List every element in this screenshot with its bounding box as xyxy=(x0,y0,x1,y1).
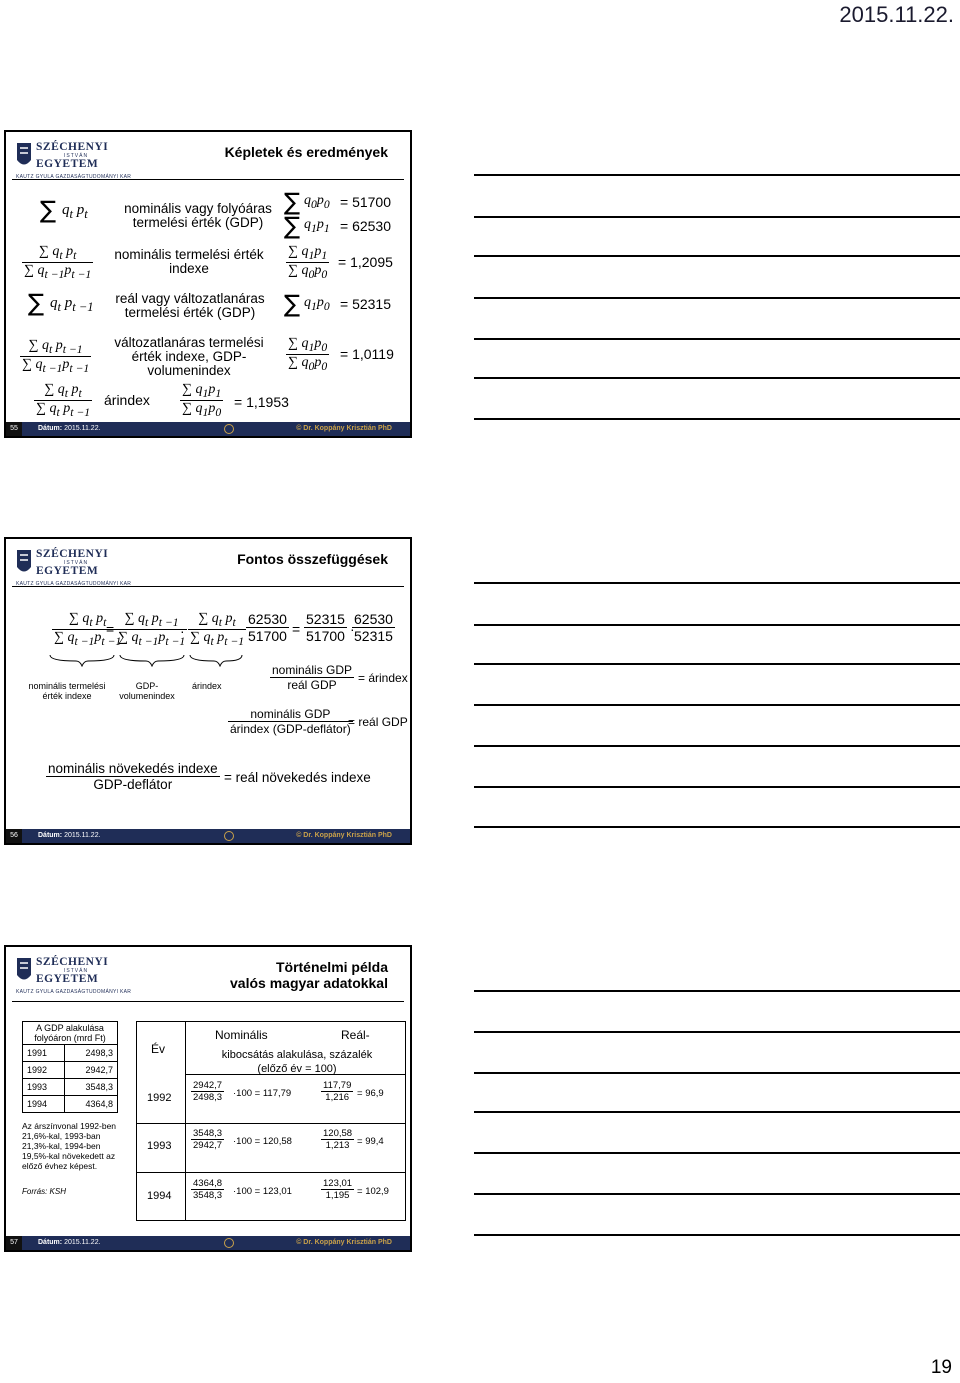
numeric-a: $\frac{62530}{51700}$ xyxy=(248,611,287,644)
source-note: Forrás: KSH xyxy=(22,1187,67,1196)
logo-line1: SZÉCHENYI xyxy=(36,548,109,560)
eq2-result: = reál GDP xyxy=(348,715,408,729)
price-level-note: Az árszínvonal 1992-ben 21,6%-kal, 1993-ban 21,3%-kal, 1994-ben 19,5%-kal növekedett az előző évhez képest. xyxy=(22,1121,117,1171)
numeric-dot: · xyxy=(350,621,355,637)
table-row: 1993 3548,3 xyxy=(23,1079,118,1096)
price-index-value: = 1,1953 xyxy=(234,394,289,410)
desc-price-index: árindex xyxy=(104,392,150,408)
logo-line3: EGYETEM xyxy=(36,158,99,170)
gdp-table-caption: A GDP alakulása folyóáron (mrd Ft) xyxy=(23,1022,118,1045)
footer-circle-icon xyxy=(224,1238,234,1248)
title-divider xyxy=(12,179,404,180)
logo-line4: KAUTZ GYULA GAZDASÁGTUDOMÁNYI KAR xyxy=(16,989,132,995)
result-volume-index-frac: $\frac{\sum q_1p_0}{\sum q_0p_0}$ xyxy=(288,336,328,373)
logo-line4: KAUTZ GYULA GAZDASÁGTUDOMÁNYI KAR xyxy=(16,174,132,180)
gdp-table xyxy=(22,1021,118,1113)
table-row: 1994 4364,8 xyxy=(23,1096,118,1113)
numeric-b: $\frac{52315}{51700}$ xyxy=(306,611,345,644)
logo-line2: ISTVÁN xyxy=(64,560,89,566)
title-line1: Történelmi példa xyxy=(275,959,388,975)
formula-price-index: $\frac{\sum q_t p_t}{\sum q_t p_{t -1}}$ xyxy=(36,382,91,419)
logo-line2: ISTVÁN xyxy=(64,153,89,159)
formula-nominal-index: $\frac{\sum q_t p_t}{\sum q_{t -1}p_{t -1}}$ xyxy=(24,244,92,281)
price-index-calc: $\frac{\sum q_1p_1}{\sum q_1p_0}$ xyxy=(182,382,222,419)
col-nominal-header: Nominális xyxy=(215,1028,268,1042)
title-divider xyxy=(12,1001,404,1002)
eq1-fraction: nominális GDP reál GDP xyxy=(272,663,353,692)
slide-number: 57 xyxy=(6,1236,22,1250)
numeric-c: $\frac{62530}{52315}$ xyxy=(354,611,393,644)
slide-title xyxy=(230,959,388,991)
title-divider xyxy=(12,586,404,587)
logo-line2: ISTVÁN xyxy=(64,968,89,974)
page-number: 19 xyxy=(930,1357,952,1378)
label-price-index: árindex xyxy=(192,681,222,691)
footer-date: Dátum: 2015.11.22. xyxy=(38,832,101,839)
footer-copyright: © Dr. Koppány Krisztián PhD xyxy=(296,832,392,839)
slide-footer xyxy=(6,422,410,436)
underbraces xyxy=(46,653,246,667)
title-line2: valós magyar adatokkal xyxy=(230,975,388,991)
footer-copyright: © Dr. Koppány Krisztián PhD xyxy=(296,1239,392,1246)
calc-table: Év Nominális Reál- kibocsátás alakulása, százalék (előző év = 100) 1992 $\frac{2942,7}{2498,3}$ ·100 = 117,79 $\frac{117,79}{1,216}$ = 96,9 1993 $\frac{3548,3}{2942,7}$ ·100 = 120,58 $\frac{120,58}{1,213}$ = 99,4 1994 $\frac{4364,8}{3548,3}$ ·100 = 123,01 $\frac{123,01}{1,195}$ = 102,9 xyxy=(136,1021,406,1221)
slide-title: Fontos összefüggések xyxy=(237,551,388,567)
eq3-result: = reál növekedés indexe xyxy=(224,770,371,785)
footer-circle-icon xyxy=(224,831,234,841)
identity-dot: · xyxy=(180,623,185,639)
university-logo xyxy=(16,955,134,1001)
identity-equals: = xyxy=(106,621,115,637)
slide-57 xyxy=(4,945,412,1252)
subheader: kibocsátás alakulása, százalék (előző év = 100) xyxy=(221,1049,373,1075)
table-row: 1992 2942,7 xyxy=(23,1062,118,1079)
desc-volume-index: változatlanáras termelési érték indexe, GDP-volumenindex xyxy=(114,335,264,378)
logo-line3: EGYETEM xyxy=(36,973,99,985)
slide-56 xyxy=(4,537,412,845)
university-crest-icon xyxy=(16,142,32,170)
footer-date: Dátum: 2015.11.22. xyxy=(38,1239,101,1246)
slide-number: 55 xyxy=(6,422,22,436)
table-row: 1991 2498,3 xyxy=(23,1045,118,1062)
desc-nominal-index: nominális termelési érték indexe xyxy=(114,247,264,276)
logo-line4: KAUTZ GYULA GAZDASÁGTUDOMÁNYI KAR xyxy=(16,581,132,587)
logo-line1: SZÉCHENYI xyxy=(36,141,109,153)
identity-volume-index: $\frac{\sum q_t p_{t -1}}{\sum q_{t -1}p_{t -1}}$ xyxy=(118,611,186,648)
eq3-fraction: nominális növekedés indexe GDP-deflátor xyxy=(48,761,218,792)
slide-footer xyxy=(6,1236,410,1250)
desc-real-gdp: reál vagy változatlanáras termelési érték (GDP) xyxy=(115,291,265,320)
slide-number: 56 xyxy=(6,829,22,843)
eq1-result: = árindex xyxy=(358,671,408,685)
footer-circle-icon xyxy=(224,424,234,434)
result-nominal-index-frac: $\frac{\sum q_1p_1}{\sum q_0p_0}$ xyxy=(288,244,328,281)
label-nominal-index: nominális termelési érték indexe xyxy=(28,681,106,701)
numeric-equals: = xyxy=(292,621,301,637)
logo-line3: EGYETEM xyxy=(36,565,99,577)
label-volume-index: GDP-volumenindex xyxy=(119,681,175,701)
result-volume-index: = 1,0119 xyxy=(340,346,394,362)
result-nominal-index: = 1,2095 xyxy=(338,254,393,270)
col-year-header: Év xyxy=(151,1042,166,1056)
footer-date: Dátum: 2015.11.22. xyxy=(38,425,101,432)
identity-nominal-index: $\frac{\sum q_t p_t}{\sum q_{t -1}p_{t -1}}$ xyxy=(54,611,122,648)
university-crest-icon xyxy=(16,549,32,577)
footer-copyright: © Dr. Koppány Krisztián PhD xyxy=(296,425,392,432)
slide-title: Képletek és eredmények xyxy=(224,144,388,160)
logo-line1: SZÉCHENYI xyxy=(36,956,109,968)
university-crest-icon xyxy=(16,957,32,985)
eq2-fraction: nominális GDP árindex (GDP-deflátor) xyxy=(230,707,351,736)
col-real-header: Reál- xyxy=(341,1028,370,1042)
header-date: 2015.11.22. xyxy=(839,2,954,27)
identity-price-index: $\frac{\sum q_t p_t}{\sum q_t p_{t -1}}$ xyxy=(190,611,245,648)
slide-footer xyxy=(6,829,410,843)
slide-55: SZÉCHENYI ISTVÁN EGYETEM KAUTZ GYULA GAZDASÁGTUDOMÁNYI KAR Képletek és eredmények ∑ $q_t$ $p_t$ nominális vagy folyóáras termelési érték (GDP) $\frac{\sum q_t p_t}{\sum q_{t -1}p_{t -1}}$ nominális termelési érték indexe ∑ $q_t$ $p_{t -1}$ reál vagy változatlanáras termelési érték (GDP) $\frac{\sum q_t p_{t -1}}{\sum q_{t -1}p_{t -1}}$ változatlanáras termelési érték indexe, GDP-volumenindex $\frac{\sum q_t p_t}{\sum q_t p_{t -1}}$ árindex $\frac{\sum q_1p_1}{\sum q_1p_0}$ = 1,1953 ∑ $q_0p_0$ = 51700 ∑ $q_1p_1$ = 62530 $\frac{\sum q_1p_1}{\sum q_0p_0}$ = 1,2095 ∑ $q_1p_0$ = 52315 $\frac{\sum q_1p_0}{\sum q_0p_0}$ = 1,0119 55 Dátum: 2015.11.22. © Dr. Koppány Krisztián PhD xyxy=(4,130,412,438)
formula-volume-index: $\frac{\sum q_t p_{t -1}}{\sum q_{t -1}p_{t -1}}$ xyxy=(22,338,90,375)
desc-nominal-gdp: nominális vagy folyóáras termelési érték (GDP) xyxy=(124,201,272,230)
